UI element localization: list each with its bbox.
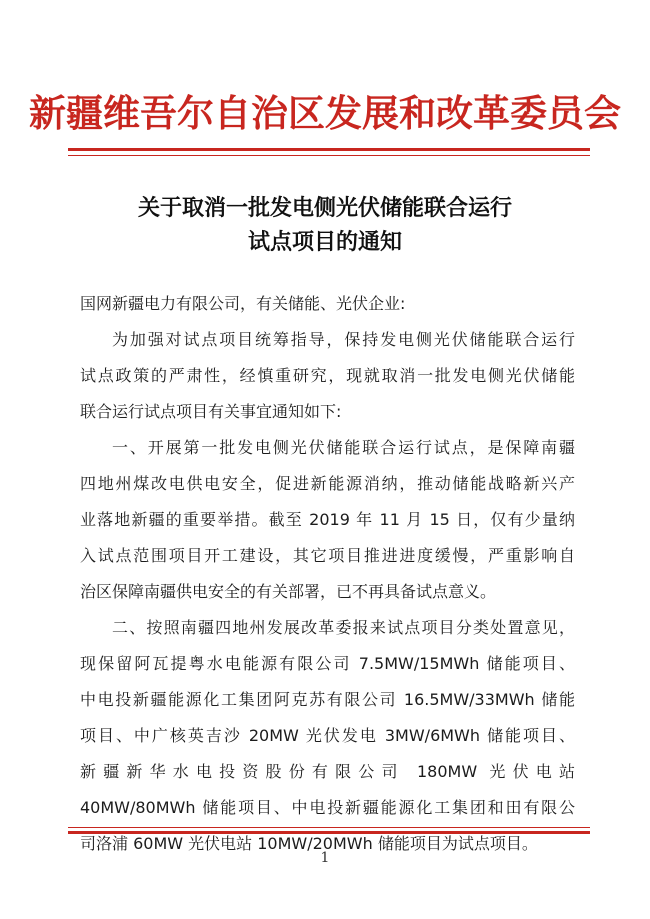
section-1-line: 入试点范围项目开工建设，其它项目推进进度缓慢，严重影响自 [80, 546, 575, 565]
section-1-line: 一、开展第一批发电侧光伏储能联合运行试点，是保障南疆 [112, 438, 575, 457]
section-1-line: 业落地新疆的重要举措。截至 2019 年 11 月 15 日，仅有少量纳 [80, 510, 575, 529]
page-number: 1 [320, 850, 330, 866]
letterhead-rule-thick [68, 148, 590, 151]
section-2-line: 新疆新华水电投资股份有限公司 180MW 光伏电站 [80, 762, 575, 781]
intro-line: 试点政策的严肃性，经慎重研究，现就取消一批发电侧光伏储能 [80, 366, 575, 385]
section-2-line: 中电投新疆能源化工集团阿克苏有限公司 16.5MW/33MWh 储能 [80, 690, 575, 709]
intro-line: 联合运行试点项目有关事宜通知如下: [80, 402, 342, 421]
salutation-text: 国网新疆电力有限公司，有关储能、光伏企业: [80, 294, 406, 313]
section-2-line: 现保留阿瓦提粤水电能源有限公司 7.5MW/15MWh 储能项目、 [80, 654, 575, 673]
document-title-line-2: 试点项目的通知 [247, 229, 402, 255]
section-1-paragraph [80, 430, 575, 610]
section-1-line: 四地州煤改电供电安全，促进新能源消纳，推动储能战略新兴产 [80, 474, 575, 493]
footer-rule-thick [68, 831, 590, 834]
section-2-line: 二、按照南疆四地州发展改革委报来试点项目分类处置意见， [112, 618, 575, 637]
intro-paragraph [80, 322, 575, 430]
letterhead-rule-thin [68, 155, 590, 156]
section-2-line: 40MW/80MWh 储能项目、中电投新疆能源化工集团和田有限公 [80, 798, 575, 817]
issuing-authority-title: 新疆维吾尔自治区发展和改革委员会 [29, 91, 621, 135]
intro-line: 为加强对试点项目统筹指导，保持发电侧光伏储能联合运行 [112, 330, 575, 349]
section-2-line: 司洛浦 60MW 光伏电站 10MW/20MWh 储能项目为试点项目。 [80, 834, 538, 853]
section-1-line: 治区保障南疆供电安全的有关部署，已不再具备试点意义。 [80, 582, 497, 601]
section-2-paragraph [80, 610, 575, 862]
section-2-line: 项目、中广核英吉沙 20MW 光伏发电 3MW/6MWh 储能项目、 [80, 726, 575, 745]
salutation [80, 286, 575, 322]
footer-rule-thin [68, 827, 590, 828]
document-title-line-1: 关于取消一批发电侧光伏储能联合运行 [137, 195, 512, 221]
